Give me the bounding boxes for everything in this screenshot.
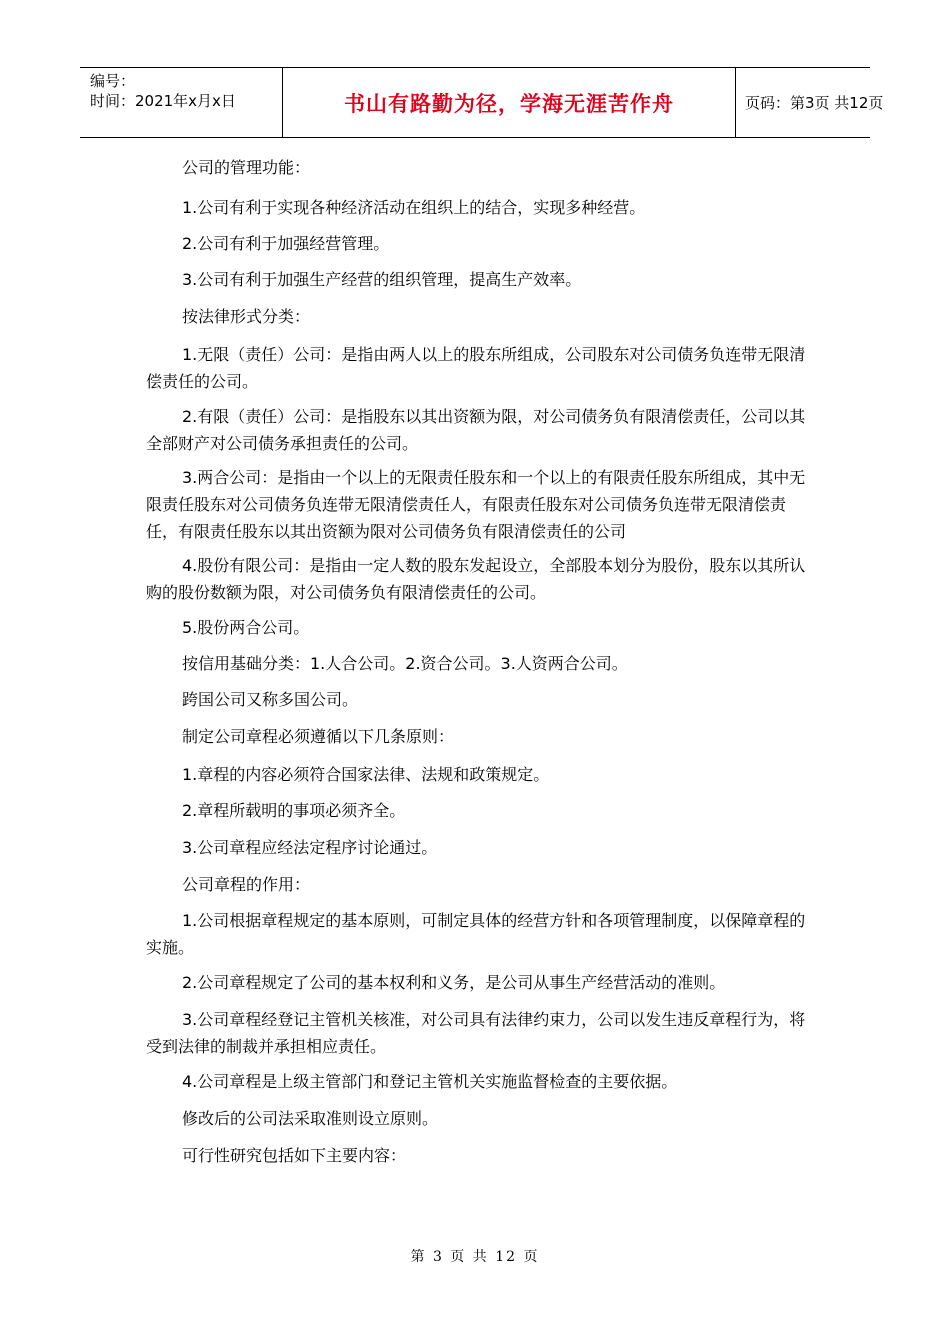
header-page-cell xyxy=(735,68,884,137)
paragraph: 按法律形式分类： xyxy=(182,307,311,326)
paragraph: 公司章程的作用： xyxy=(182,875,311,894)
paragraph: 2.有限（责任）公司：是指股东以其出资额为限，对公司债务负有限清偿责任，公司以其全部财产对公司债务承担责任的公司。 xyxy=(146,407,806,453)
page-header xyxy=(80,67,884,138)
paragraph: 2.公司有利于加强经营管理。 xyxy=(182,234,390,253)
header-page-code: 页码：第3页 共12页 xyxy=(745,94,884,112)
header-meta xyxy=(80,68,282,137)
paragraph: 公司的管理功能： xyxy=(182,158,311,177)
paragraph: 2.公司章程规定了公司的基本权利和义务，是公司从事生产经营活动的准则。 xyxy=(182,973,726,992)
paragraph: 3.公司章程经登记主管机关核准，对公司具有法律约束力，公司以发生违反章程行为，将受到法律的制裁并承担相应责任。 xyxy=(146,1010,806,1056)
paragraph: 1.公司有利于实现各种经济活动在组织上的结合，实现多种经营。 xyxy=(182,198,646,217)
paragraph: 4.股份有限公司：是指由一定人数的股东发起设立，全部股本划分为股份，股东以其所认购的股份数额为限，对公司债务负有限清偿责任的公司。 xyxy=(146,556,806,602)
paragraph: 可行性研究包括如下主要内容： xyxy=(182,1146,407,1165)
document-time-label: 时间：2021年x月x日 xyxy=(90,92,236,110)
paragraph: 修改后的公司法采取准则设立原则。 xyxy=(182,1109,439,1128)
paragraph: 1.无限（责任）公司：是指由两人以上的股东所组成，公司股东对公司债务负连带无限清偿责任的公司。 xyxy=(146,345,806,391)
page-footer: 第 3 页 共 12 页 xyxy=(410,1249,540,1265)
paragraph: 2.章程所载明的事项必须齐全。 xyxy=(182,801,406,820)
paragraph: 3.两合公司：是指由一个以上的无限责任股东和一个以上的有限责任股东所组成，其中无限责任股东对公司债务负连带无限清偿责任人，有限责任股东对公司债务负连带无限清偿责任，有限责任股东以其出资额为限对公司债务负有限清偿责任的公司 xyxy=(146,468,806,541)
paragraph: 3.公司有利于加强生产经营的组织管理，提高生产效率。 xyxy=(182,270,582,289)
document-number-label: 编号： xyxy=(90,72,136,90)
paragraph: 1.公司根据章程规定的基本原则，可制定具体的经营方针和各项管理制度，以保障章程的实施。 xyxy=(146,911,806,957)
paragraph: 3.公司章程应经法定程序讨论通过。 xyxy=(182,838,438,857)
paragraph: 按信用基础分类：1.人合公司。2.资合公司。3.人资两合公司。 xyxy=(182,654,628,673)
paragraph: 4.公司章程是上级主管部门和登记主管机关实施监督检查的主要依据。 xyxy=(182,1072,678,1091)
header-motto-cell xyxy=(282,68,736,137)
paragraph: 制定公司章程必须遵循以下几条原则： xyxy=(182,727,455,746)
header-motto: 书山有路勤为径，学海无涯苦作舟 xyxy=(344,91,674,116)
paragraph: 5.股份两合公司。 xyxy=(182,618,310,637)
paragraph: 跨国公司又称多国公司。 xyxy=(182,690,359,709)
paragraph: 1.章程的内容必须符合国家法律、法规和政策规定。 xyxy=(182,765,550,784)
